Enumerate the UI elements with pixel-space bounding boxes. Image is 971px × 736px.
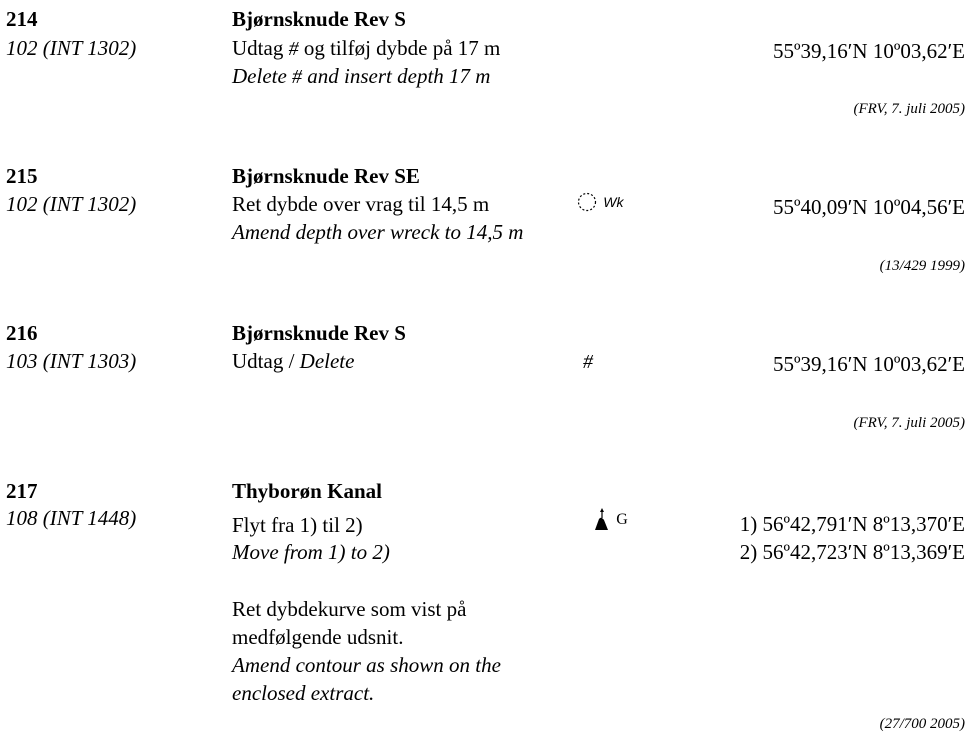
wreck-label: Wk [603,194,624,211]
position: 55º39,16′N 10º03,62′E [773,352,965,376]
english-instruction: enclosed extract. [232,681,375,705]
danish-instruction: Ret dybdekurve som vist på [232,597,467,621]
chart-number: 102 (INT 1302) [6,36,137,60]
buoy-label: G [616,511,628,529]
sounding-symbol-icon: # [292,66,303,88]
english-instruction: Amend depth over wreck to 14,5 m [232,220,524,244]
chart-number: 108 (INT 1448) [6,506,137,530]
entry-number: 214 [6,7,38,31]
danish-instruction: medfølgende udsnit. [232,625,404,649]
english-instruction: Move from 1) to 2) [232,540,390,564]
sounding-symbol-icon: # [583,351,593,373]
english-instruction: Delete [299,349,355,373]
source-reference: (13/429 1999) [879,258,965,274]
source-reference: (27/700 2005) [879,716,965,732]
chart-number: 102 (INT 1302) [6,192,137,216]
entry-number: 215 [6,164,38,188]
entry-title: Bjørnsknude Rev SE [232,164,420,188]
buoy-icon [591,508,611,532]
sounding-symbol-icon: # [288,38,299,60]
position-1: 1) 56º42,791′N 8º13,370′E [739,512,965,536]
position: 55º40,09′N 10º04,56′E [773,195,965,219]
entry-title: Bjørnsknude Rev S [232,7,406,31]
entry-title: Bjørnsknude Rev S [232,321,406,345]
instruction [232,351,354,372]
instruction-text: Udtag [232,36,284,60]
english-instruction [232,66,490,87]
entry-title: Thyborøn Kanal [232,479,382,503]
source-reference: (FRV, 7. juli 2005) [853,415,965,431]
entry-number: 217 [6,479,38,503]
danish-instruction [232,38,500,59]
danish-instruction: Udtag / [232,349,300,373]
danish-instruction: Flyt fra 1) til 2) [232,513,363,537]
english-instruction: Amend contour as shown on the [232,653,501,677]
wreck-icon [576,191,598,213]
position-2: 2) 56º42,723′N 8º13,369′E [739,540,965,564]
wreck-symbol [576,190,623,213]
source-reference: (FRV, 7. juli 2005) [853,101,965,117]
buoy-symbol [591,508,628,532]
instruction-text: og tilføj dybde på 17 m [303,36,501,60]
position: 55º39,16′N 10º03,62′E [773,39,965,63]
chart-number: 103 (INT 1303) [6,349,137,373]
danish-instruction: Ret dybde over vrag til 14,5 m [232,192,490,216]
instruction-text: Delete [232,64,287,88]
instruction-text: and insert depth 17 m [307,64,491,88]
entry-number: 216 [6,321,38,345]
